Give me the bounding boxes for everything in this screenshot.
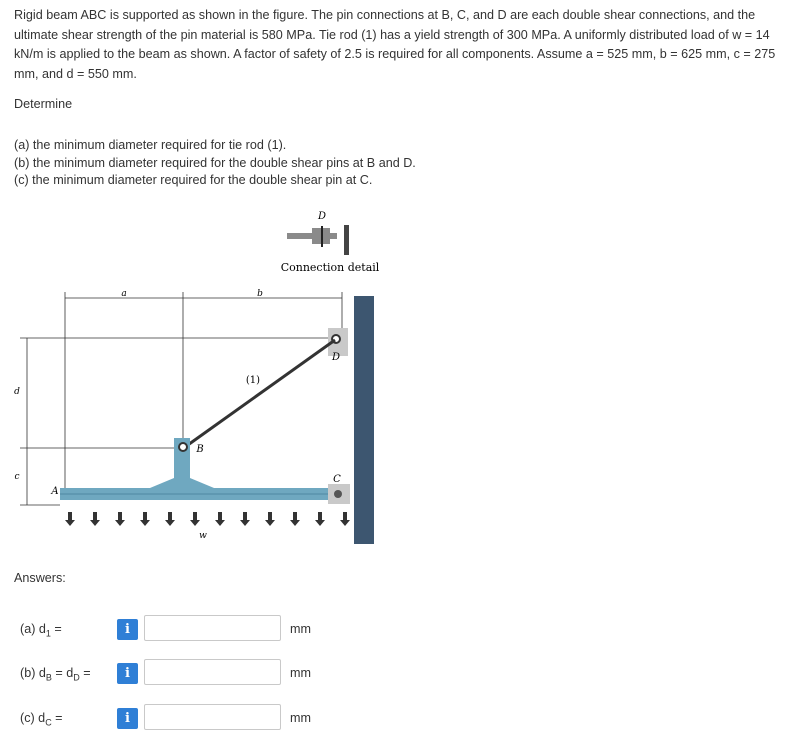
connection-detail-label: D bbox=[317, 211, 327, 222]
label-a: A bbox=[51, 486, 59, 497]
distributed-load bbox=[65, 512, 350, 526]
answer-a-unit: mm bbox=[290, 622, 311, 636]
info-icon[interactable]: i bbox=[117, 619, 138, 640]
dim-d-label: d bbox=[14, 387, 20, 397]
dim-c-label: c bbox=[14, 472, 20, 482]
part-a: (a) the minimum diameter required for tie rod (1). bbox=[14, 138, 287, 152]
answer-c-input[interactable] bbox=[144, 704, 281, 730]
tie-rod bbox=[185, 340, 335, 447]
beam-figure bbox=[0, 198, 400, 548]
detail-plate bbox=[344, 225, 349, 255]
beam-fillet bbox=[150, 478, 214, 488]
pin-c bbox=[334, 490, 342, 498]
connection-detail bbox=[281, 211, 380, 274]
problem-statement bbox=[14, 6, 799, 84]
answer-row-c bbox=[0, 704, 808, 734]
parts-list bbox=[14, 137, 416, 190]
pin-b bbox=[179, 443, 187, 451]
answer-b-label: (b) $d_B = d_D$ = bbox=[20, 666, 91, 683]
answer-b-input[interactable] bbox=[144, 659, 281, 685]
dim-a-label: a bbox=[121, 289, 127, 299]
dim-b-label: b bbox=[257, 289, 263, 299]
answer-a-label: (a) $d_1$ = bbox=[20, 622, 62, 639]
answers-label: Answers: bbox=[14, 571, 66, 585]
connection-detail-caption: Connection detail bbox=[280, 261, 380, 274]
label-b: B bbox=[196, 444, 204, 455]
rod-label: (1) bbox=[245, 375, 261, 386]
info-icon[interactable]: i bbox=[117, 708, 138, 729]
part-c: (c) the minimum diameter required for the double shear pin at C. bbox=[14, 173, 373, 187]
determine-label: Determine bbox=[14, 97, 73, 111]
answer-a-input[interactable] bbox=[144, 615, 281, 641]
part-b: (b) the minimum diameter required for the double shear pins at B and D. bbox=[14, 155, 416, 170]
label-c: C bbox=[333, 474, 341, 485]
answer-row-b bbox=[0, 659, 808, 689]
answer-c-unit: mm bbox=[290, 711, 311, 725]
problem-text: Rigid beam ABC is supported as shown in the figure. The pin connections at B, C, and D are each double shear connections, and the ultimate shear strength of the pin material is 580 MPa. Tie rod (1) has a yield strength of 300 MPa. A uniformly distributed load of w = 14 kN/m is applied to the beam as shown. A factor of safety of 2.5 is required for all components. Assume a = 525 mm, b = 625 mm, c = 275 mm, and d = 550 mm. bbox=[14, 8, 776, 81]
label-d: D bbox=[331, 352, 341, 363]
info-icon[interactable]: i bbox=[117, 663, 138, 684]
load-label: w bbox=[199, 531, 207, 541]
answer-b-unit: mm bbox=[290, 666, 311, 680]
answer-row-a bbox=[0, 615, 808, 645]
answer-c-label: (c) $d_C$ = bbox=[20, 711, 63, 728]
wall bbox=[354, 296, 374, 544]
